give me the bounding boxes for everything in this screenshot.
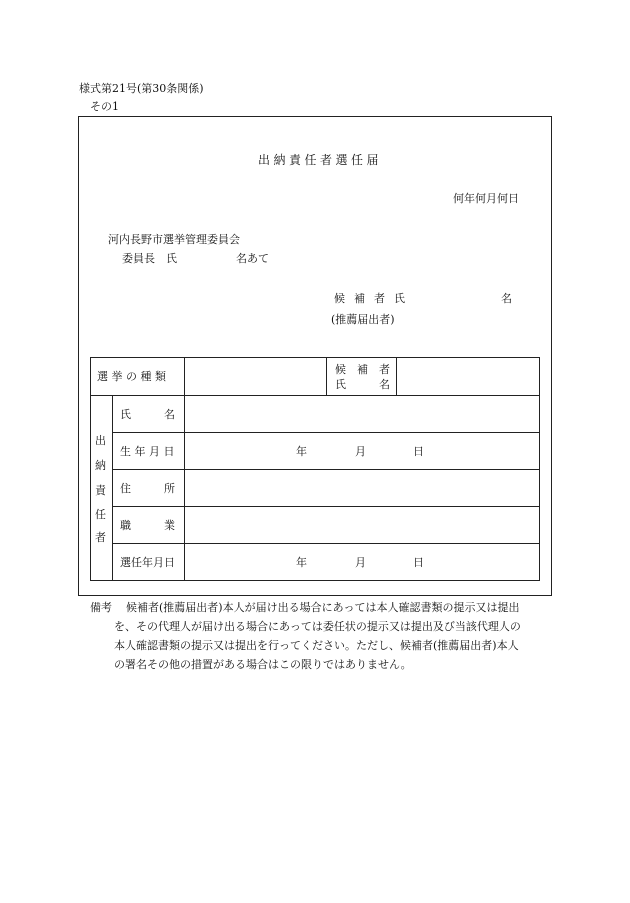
recipient-chair: 委員長 氏 [122, 252, 177, 265]
candidate-label-line2: 氏 名 [335, 378, 390, 391]
table-border-right [539, 357, 540, 581]
side-label-char: 出 [95, 434, 106, 447]
form-number: 様式第21号(第30条関係) [79, 82, 204, 95]
candidate-recommender-note: (推薦届出者) [331, 313, 395, 326]
row-label-occupation: 職 業 [120, 519, 175, 532]
table-border-bottom [90, 580, 540, 581]
side-label-char: 納 [95, 459, 106, 472]
table-row-divider [112, 469, 540, 470]
table-candidate-divider-left [326, 357, 327, 395]
candidate-name-label: 候補者氏 [334, 292, 414, 305]
remark-line: 本人確認書類の提示又は提出を行ってください。ただし、候補者(推薦届出者)本人 [114, 639, 519, 652]
table-row-divider [90, 395, 540, 396]
table-border-top [90, 357, 540, 358]
document-title: 出納責任者選任届 [258, 153, 383, 167]
row-label-address: 住 所 [120, 482, 175, 495]
birthdate-year-unit: 年 [296, 445, 307, 458]
remark-line: を、その代理人が届け出る場合にあっては委任状の提示又は提出及び当該代理人の [114, 620, 521, 633]
recipient-name-label: 名あて [236, 252, 269, 265]
table-border-left [90, 357, 91, 581]
election-type-label: 選 挙 の 種 類 [97, 370, 166, 383]
table-row-divider [112, 543, 540, 544]
candidate-label-line1: 候 補 者 [335, 363, 390, 376]
side-label-char: 任 [95, 508, 106, 521]
remark-line: の署名その他の措置がある場合はこの限りではありません。 [114, 658, 412, 671]
remarks-label: 備考 [90, 601, 112, 614]
form-subnumber: その1 [90, 100, 119, 113]
appointment-month-unit: 月 [355, 556, 366, 569]
date-line: 何年何月何日 [453, 192, 519, 205]
remark-line: 候補者(推薦届出者)本人が届け出る場合にあっては本人確認書類の提示又は提出 [126, 601, 520, 614]
table-row-divider [112, 506, 540, 507]
table-side-divider [112, 395, 113, 581]
table-label-divider [184, 357, 185, 581]
birthdate-month-unit: 月 [355, 445, 366, 458]
recipient-organization: 河内長野市選挙管理委員会 [108, 233, 240, 246]
table-row-divider [112, 432, 540, 433]
row-label-appointment-date: 選任年月日 [120, 556, 175, 569]
row-label-name: 氏 名 [120, 408, 175, 421]
appointment-year-unit: 年 [296, 556, 307, 569]
table-candidate-divider-right [396, 357, 397, 395]
row-label-birthdate: 生 年 月 日 [120, 445, 175, 458]
side-label-char: 責 [95, 484, 106, 497]
candidate-name-suffix: 名 [501, 292, 512, 305]
side-label-char: 者 [95, 531, 106, 544]
birthdate-day-unit: 日 [413, 445, 424, 458]
appointment-day-unit: 日 [413, 556, 424, 569]
